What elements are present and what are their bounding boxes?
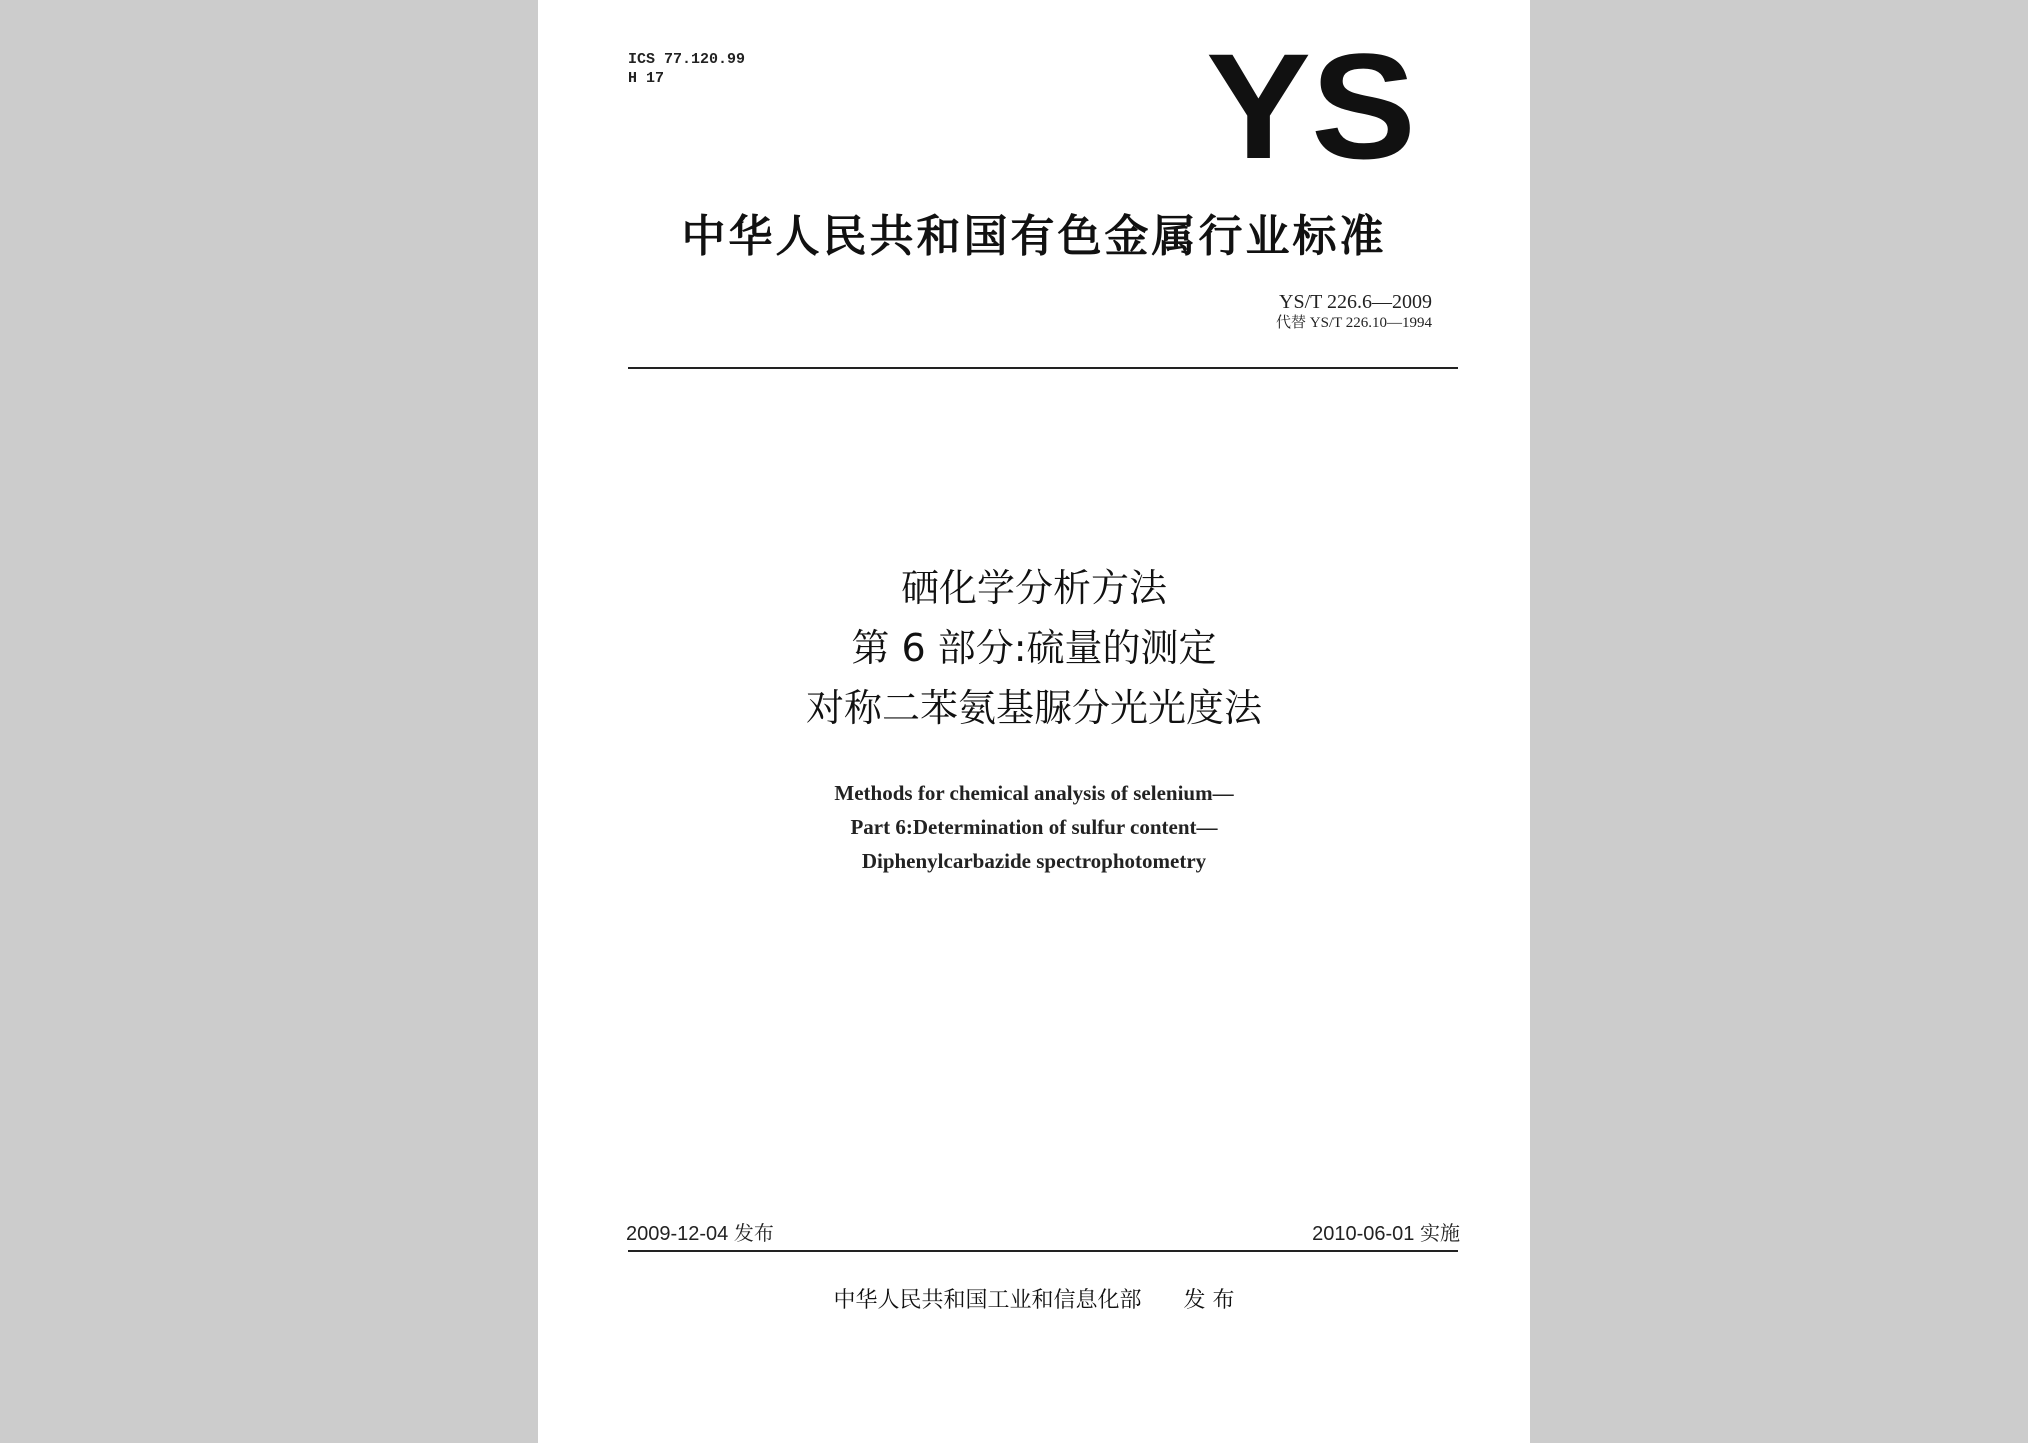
english-title-line: Methods for chemical analysis of selenium— xyxy=(834,781,1234,805)
chinese-title-line: 硒化学分析方法 xyxy=(900,566,1167,610)
replaces-standard: 代替 YS/T 226.10—1994 xyxy=(1276,315,1432,331)
chinese-title xyxy=(538,558,1530,738)
english-title xyxy=(538,776,1530,878)
category-code: H 17 xyxy=(628,70,665,87)
ys-logo xyxy=(1203,50,1419,166)
standard-code xyxy=(1276,290,1432,333)
ics-code: ICS 77.120.99 xyxy=(628,51,746,68)
standard-category-title: 中华人民共和国有色金属行业标准 xyxy=(681,211,1387,262)
logo-text: YS xyxy=(1206,50,1416,166)
issue-date: 2009-12-04 发布 xyxy=(626,1223,774,1245)
english-title-line: Diphenylcarbazide spectrophotometry xyxy=(861,849,1207,873)
chinese-title-line: 第 6 部分:硫量的测定 xyxy=(851,626,1217,670)
issuer xyxy=(538,1283,1530,1314)
issuer-action: 发 布 xyxy=(1183,1288,1235,1313)
document-page xyxy=(538,0,1530,1443)
dates-row xyxy=(626,1217,1460,1245)
implementation-date: 2010-06-01 实施 xyxy=(1312,1223,1460,1245)
standard-number: YS/T 226.6—2009 xyxy=(1279,291,1432,313)
issuer-name: 中华人民共和国工业和信息化部 xyxy=(833,1288,1142,1313)
english-title-line: Part 6:Determination of sulfur content— xyxy=(850,815,1218,839)
footer-divider xyxy=(628,1250,1458,1252)
header-divider xyxy=(628,367,1458,369)
classification-codes xyxy=(628,50,745,88)
chinese-title-line: 对称二苯氨基脲分光光度法 xyxy=(805,686,1262,730)
